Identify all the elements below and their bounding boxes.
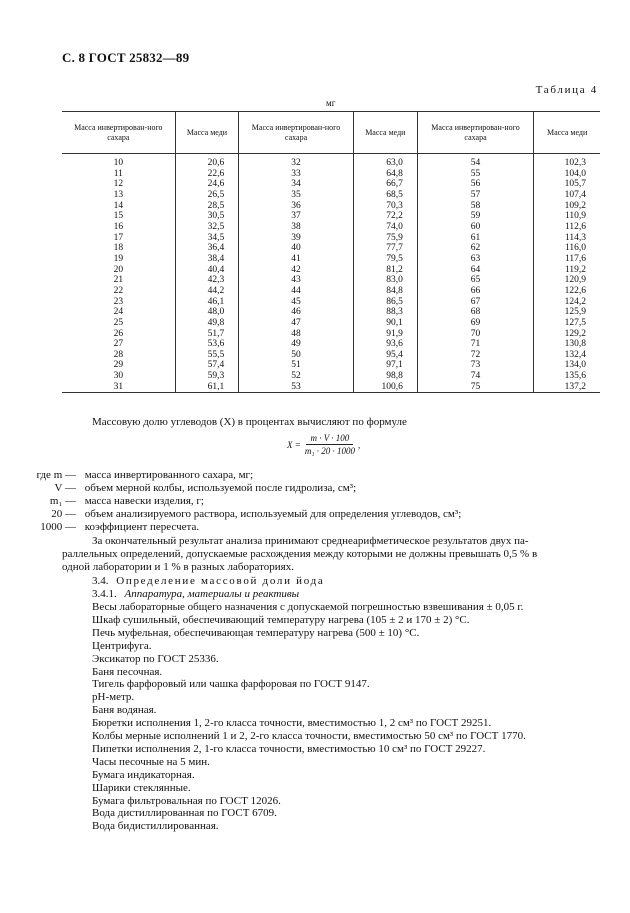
table-cell: 135,6 [534, 371, 600, 382]
table-cell: 122,6 [534, 286, 600, 297]
definition-symbol: 20 — [51, 508, 76, 520]
table-row [62, 243, 600, 254]
definition-symbol: m₁ — [49, 495, 76, 507]
formula-numerator: m · V · 100 [306, 433, 353, 445]
definition-row [20, 469, 253, 482]
formula-denominator: m₁ · 20 · 1000 [304, 446, 355, 456]
table-cell: 62 [417, 243, 533, 254]
definition-text: масса навески изделия, г; [84, 495, 204, 507]
table-cell: 100,6 [353, 382, 417, 393]
table-cell: 57,4 [175, 360, 239, 371]
table-cell: 17 [113, 232, 124, 243]
section-heading [92, 575, 325, 588]
table-cell: 90,1 [353, 318, 417, 329]
table-cell: 51,7 [175, 329, 239, 340]
table-cell: 66,7 [353, 179, 417, 190]
table-cell: 44 [239, 286, 354, 297]
table-cell: 130,8 [534, 339, 600, 350]
table-row [62, 360, 600, 371]
table-cell: 38,4 [175, 254, 239, 265]
table-row [62, 318, 600, 329]
list-item: Колбы мерные исполнений 1 и 2, 2-го класса точности, вместимостью 50 см³ по ГОСТ 1770. [92, 730, 526, 742]
table-cell: 30 [113, 371, 124, 382]
table-cell: 95,4 [353, 350, 417, 361]
list-item: Тигель фарфоровый или чашка фарфоровая по ГОСТ 9147. [92, 678, 370, 691]
table-cell: 44,2 [175, 286, 239, 297]
list-item: Часы песочные на 5 мин. [92, 755, 210, 768]
table-cell: 63 [417, 254, 533, 265]
table-cell: 32 [239, 154, 354, 169]
result-paragraph-line: За окончательный результат анализа принимают среднеарифметическое результатов двух па- [92, 535, 529, 547]
formula-intro: Массовую долю углеводов (X) в процентах вычисляют по формуле [92, 416, 407, 428]
list-item: Эксикатор по ГОСТ 25336. [92, 652, 219, 665]
table-cell: 33 [239, 169, 354, 180]
table-row [62, 307, 600, 318]
table-header-row [62, 112, 600, 154]
table-row [62, 169, 600, 180]
page-header: С. 8 ГОСТ 25832—89 [62, 50, 190, 65]
table-cell: 30,5 [175, 211, 239, 222]
formula [287, 433, 360, 456]
table-cell: 61,1 [175, 382, 239, 393]
list-item: Вода бидистиллированная. [92, 820, 219, 833]
table-cell: 26,5 [175, 190, 239, 201]
list-item: Центрифуга. [92, 639, 152, 652]
table-row [62, 222, 600, 233]
table-cell: 38 [239, 222, 354, 233]
table-cell: 98,8 [353, 371, 417, 382]
table-cell: 104,0 [534, 169, 600, 180]
table-cell: 58 [417, 201, 533, 212]
table-cell: 48,0 [175, 307, 239, 318]
table-cell: 22 [113, 285, 124, 296]
table-row [62, 254, 600, 265]
table-cell: 60 [417, 222, 533, 233]
list-item: Шкаф сушильный, обеспечивающий температуру нагрева (105 ± 2 и 170 ± 2) °С. [92, 613, 470, 626]
definition-text: коэффициент пересчета. [84, 521, 200, 533]
table-row [62, 265, 600, 276]
list-item: Весы лабораторные общего назначения с допускаемой погрешностью взвешивания ± 0,05 г. [92, 601, 524, 613]
table-row [62, 201, 600, 212]
table-cell: 36,4 [175, 243, 239, 254]
result-paragraph-line: раллельных определений, допускаемые расхождения между которыми не должны превышать 0,5 % в [62, 548, 538, 560]
table-cell: 70 [417, 329, 533, 340]
table-cell: 42,3 [175, 275, 239, 286]
table-unit: мг [326, 98, 336, 108]
table-cell: 86,5 [353, 297, 417, 308]
table-cell: 52 [239, 371, 354, 382]
table-cell: 28,5 [175, 201, 239, 212]
table-cell: 88,3 [353, 307, 417, 318]
formula-tail: , [357, 439, 361, 450]
subsection-number: 3.4.1. [92, 588, 117, 600]
definition-symbol: V — [54, 482, 76, 494]
list-item: Печь муфельная, обеспечивающая температуру нагрева (500 ± 10) °С. [92, 626, 420, 639]
table-cell: 40 [239, 243, 354, 254]
table-cell: 12 [113, 179, 124, 190]
table-cell: 48 [239, 329, 354, 340]
table-row [62, 350, 600, 361]
table-cell: 27 [113, 339, 124, 350]
table-cell: 69 [417, 318, 533, 329]
table-cell: 79,5 [353, 254, 417, 265]
table-label: Таблица 4 [535, 84, 598, 96]
table-cell: 37 [239, 211, 354, 222]
table-row [62, 275, 600, 286]
table-cell: 41 [239, 254, 354, 265]
table-row [62, 297, 600, 308]
table-cell: 81,2 [353, 265, 417, 276]
table-cell: 10 [113, 158, 124, 168]
table-cell: 75,9 [353, 233, 417, 244]
table-cell: 83,0 [353, 275, 417, 286]
table-cell: 72 [417, 350, 533, 361]
definition-symbol: 1000 — [40, 521, 76, 533]
table-row [62, 382, 600, 393]
subsection-title: Аппаратура, материалы и реактивы [124, 588, 300, 600]
table-cell: 51 [239, 360, 354, 371]
list-item: Бумага индикаторная. [92, 768, 195, 781]
list-item: Бумага фильтровальная по ГОСТ 12026. [92, 794, 281, 807]
table-cell: 42 [239, 265, 354, 276]
table-cell: 120,9 [534, 275, 600, 286]
table-cell: 114,3 [534, 233, 600, 244]
table-cell: 67 [417, 297, 533, 308]
table-cell: 63,0 [353, 154, 417, 169]
table-cell: 16 [113, 221, 124, 232]
table-cell: 77,7 [353, 243, 417, 254]
table-cell: 107,4 [534, 190, 600, 201]
table-cell: 72,2 [353, 211, 417, 222]
table-cell: 68,5 [353, 190, 417, 201]
table-cell: 47 [239, 318, 354, 329]
table-cell: 50 [239, 350, 354, 361]
table-cell: 46,1 [175, 297, 239, 308]
table-cell: 119,2 [534, 265, 600, 276]
table-cell: 55,5 [175, 350, 239, 361]
table-row [62, 371, 600, 382]
table-cell: 21 [113, 275, 124, 286]
table-cell: 36 [239, 201, 354, 212]
table-cell: 109,2 [534, 201, 600, 212]
table-cell: 53,6 [175, 339, 239, 350]
table-cell: 25 [113, 317, 124, 328]
definition-text: масса инвертированного сахара, мг; [84, 469, 254, 481]
table-cell: 35 [239, 190, 354, 201]
list-item: Вода дистиллированная по ГОСТ 6709. [92, 807, 277, 820]
table-cell: 14 [113, 200, 124, 211]
table-cell: 20 [113, 264, 124, 275]
table-cell: 75 [417, 382, 533, 393]
table-cell: 46 [239, 307, 354, 318]
definition-row [20, 495, 204, 508]
table-cell: 55 [417, 169, 533, 180]
column-header: Масса меди [175, 112, 239, 154]
table-cell: 116,0 [534, 243, 600, 254]
table-cell: 45 [239, 297, 354, 308]
section-number: 3.4. [92, 575, 109, 587]
table-cell: 74 [417, 371, 533, 382]
table-cell: 15 [113, 211, 124, 222]
table-body [62, 154, 600, 393]
table-cell: 112,6 [534, 222, 600, 233]
table-row [62, 339, 600, 350]
list-item: Бюретки исполнения 1, 2-го класса точности, вместимостью 1, 2 см³ по ГОСТ 29251. [92, 717, 492, 730]
table-row [62, 286, 600, 297]
table-cell: 13 [113, 189, 124, 200]
table-cell: 49 [239, 339, 354, 350]
table-cell: 34 [239, 179, 354, 190]
table-cell: 61 [417, 233, 533, 244]
table-cell: 24,6 [175, 179, 239, 190]
formula-lhs: X = [287, 439, 301, 450]
definition-row [20, 508, 461, 521]
subsection-heading [92, 588, 299, 601]
table-cell: 137,2 [534, 382, 600, 393]
column-header: Масса меди [353, 112, 417, 154]
table-cell: 59 [417, 211, 533, 222]
table-cell: 29 [113, 360, 124, 371]
definition-row [20, 482, 356, 495]
table-cell: 64 [417, 265, 533, 276]
list-item: Шарики стеклянные. [92, 781, 191, 794]
table-cell: 11 [113, 168, 123, 179]
table-cell: 70,3 [353, 201, 417, 212]
table-cell: 24 [113, 307, 124, 318]
definition-text: объем мерной колбы, используемой после гидролиза, см³; [84, 482, 357, 494]
table-row [62, 154, 600, 169]
table-cell: 71 [417, 339, 533, 350]
table-row [62, 179, 600, 190]
result-paragraph-line: одной лаборатории и 1 % в разных лабораториях. [62, 561, 294, 573]
table-cell: 43 [239, 275, 354, 286]
table-cell: 66 [417, 286, 533, 297]
table-cell: 20,6 [175, 154, 239, 169]
table-cell: 102,3 [534, 154, 600, 169]
table-cell: 23 [113, 296, 124, 307]
table-cell: 22,6 [175, 169, 239, 180]
table-cell: 59,3 [175, 371, 239, 382]
definition-symbol: где m — [36, 469, 76, 481]
table-cell: 53 [239, 382, 354, 393]
table-row [62, 233, 600, 244]
table-cell: 34,5 [175, 233, 239, 244]
list-item: Баня водяная. [92, 704, 157, 717]
column-header: Масса меди [534, 112, 600, 154]
column-header: Масса инвертирован-ного сахара [239, 112, 354, 154]
table-cell: 31 [62, 382, 175, 393]
table-row [62, 211, 600, 222]
table-cell: 124,2 [534, 297, 600, 308]
list-item: Пипетки исполнения 2, 1-го класса точности, вместимостью 10 см³ по ГОСТ 29227. [92, 742, 486, 755]
list-item: Баня песочная. [92, 665, 163, 678]
table-cell: 68 [417, 307, 533, 318]
table-cell: 91,9 [353, 329, 417, 340]
table-cell: 26 [113, 328, 124, 339]
table-cell: 84,8 [353, 286, 417, 297]
table-cell: 65 [417, 275, 533, 286]
table-cell: 74,0 [353, 222, 417, 233]
column-header: Масса инвертирован-ного сахара [62, 112, 175, 154]
table-cell: 39 [239, 233, 354, 244]
table-cell: 97,1 [353, 360, 417, 371]
table-cell: 73 [417, 360, 533, 371]
table-cell: 127,5 [534, 318, 600, 329]
table-cell: 40,4 [175, 265, 239, 276]
table-row [62, 329, 600, 340]
table-cell: 129,2 [534, 329, 600, 340]
table-cell: 110,9 [534, 211, 600, 222]
table-cell: 134,0 [534, 360, 600, 371]
table-cell: 54 [417, 154, 533, 169]
table-cell: 28 [113, 349, 124, 360]
table-cell: 19 [113, 253, 124, 264]
formula-fraction [305, 433, 355, 456]
column-header: Масса инвертирован-ного сахара [417, 112, 533, 154]
table-cell: 132,4 [534, 350, 600, 361]
table-cell: 105,7 [534, 179, 600, 190]
table-cell: 57 [417, 190, 533, 201]
table-cell: 117,6 [534, 254, 600, 265]
table-row [62, 190, 600, 201]
table-cell: 125,9 [534, 307, 600, 318]
table-cell: 93,6 [353, 339, 417, 350]
table-cell: 64,8 [353, 169, 417, 180]
definition-text: объем анализируемого раствора, используемый для определения углеводов, см³; [84, 508, 462, 520]
data-table [62, 111, 600, 393]
section-title: Определение массовой доли йода [116, 575, 325, 587]
table-cell: 56 [417, 179, 533, 190]
table-cell: 49,8 [175, 318, 239, 329]
list-item: рН-метр. [92, 691, 135, 704]
definition-row [20, 521, 199, 534]
table-cell: 18 [113, 243, 124, 254]
table-cell: 32,5 [175, 222, 239, 233]
